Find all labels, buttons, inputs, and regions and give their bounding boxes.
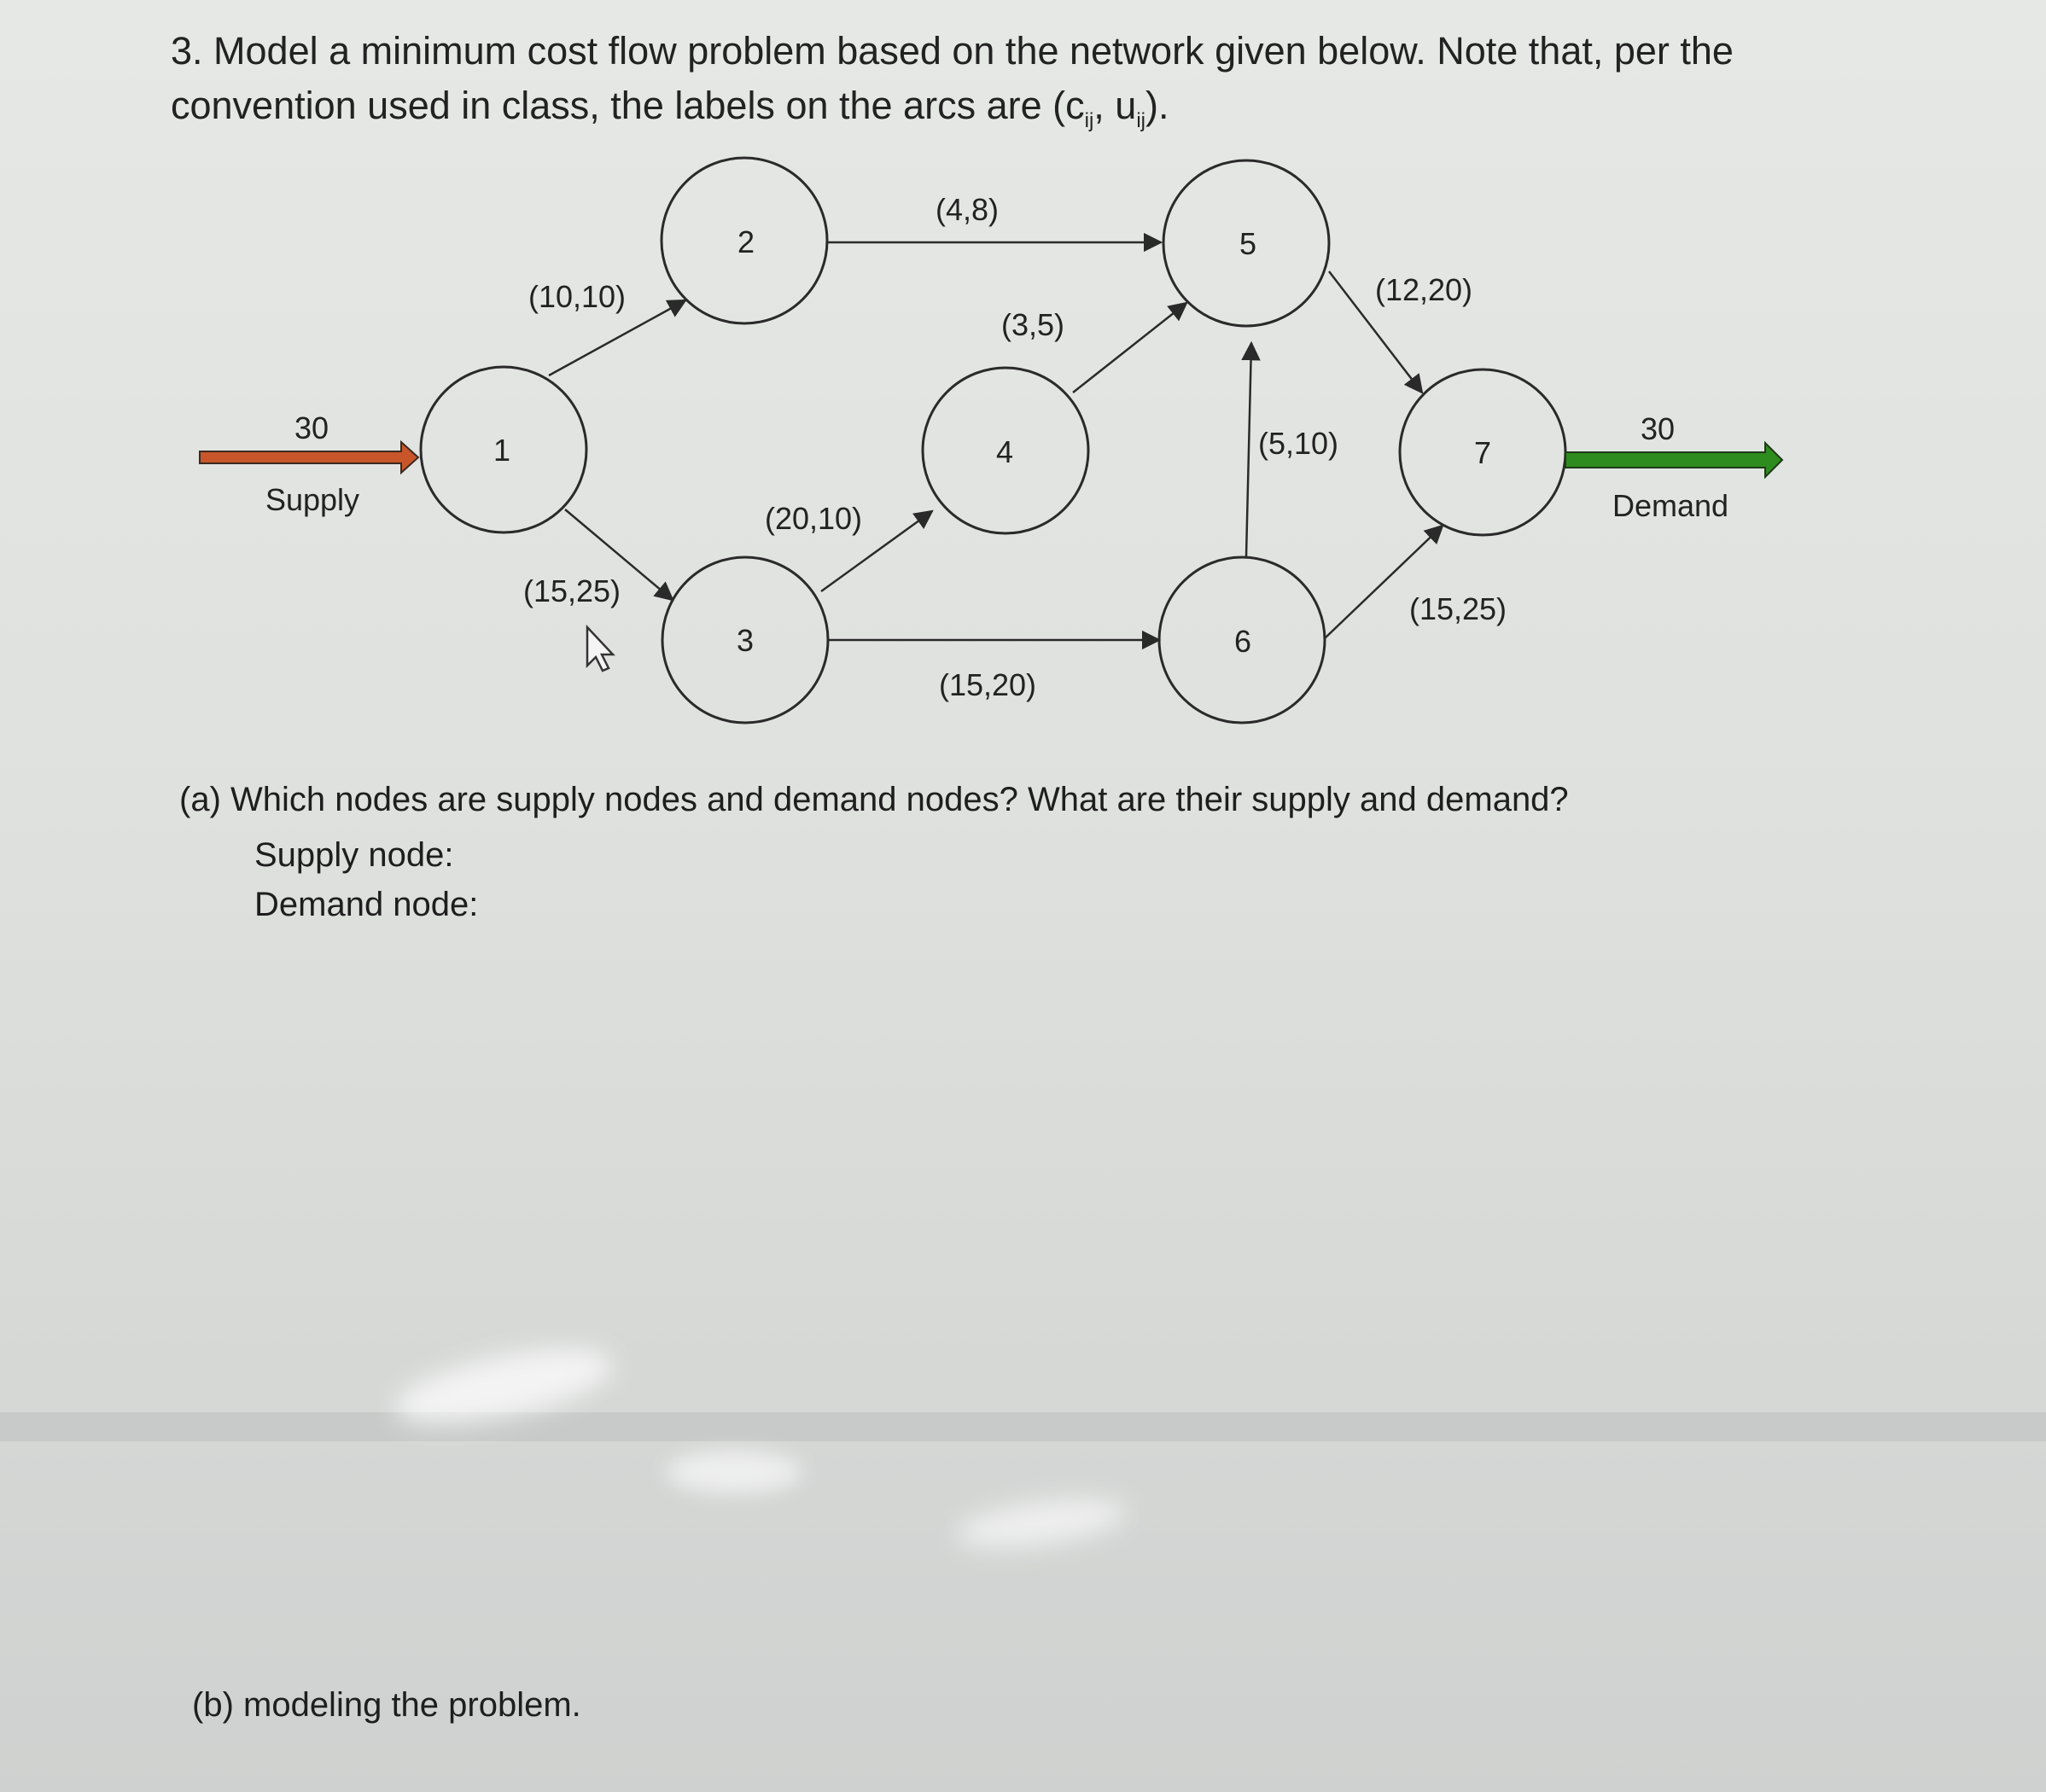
glare-3 <box>953 1490 1128 1556</box>
arc-6-7-label: (15,25) <box>1408 591 1507 626</box>
supply-arrow <box>200 442 418 473</box>
node-2-label: 2 <box>737 224 755 259</box>
arc-6-5-label: (5,10) <box>1257 426 1339 461</box>
node-2 <box>662 158 827 323</box>
arc-1-3-label: (15,25) <box>522 573 621 608</box>
arc-4-5 <box>1073 303 1186 393</box>
arc-6-5 <box>1246 343 1251 556</box>
arc-5-7-label: (12,20) <box>1374 272 1473 307</box>
supply-value: 30 <box>294 410 329 445</box>
network-diagram <box>0 0 2046 853</box>
question-sub-ij-1: ij <box>1084 109 1094 132</box>
node-4 <box>923 368 1088 533</box>
demand-arrow <box>1565 443 1782 477</box>
screen-bezel-reflection <box>0 1412 2046 1441</box>
node-5 <box>1163 160 1329 326</box>
question-prefix: 3. Model a minimum cost flow problem based on the network given below. Note that, per the convention used in class, the labels on the arcs are (c <box>171 29 1734 127</box>
arc-2-5-label: (4,8) <box>935 192 1000 227</box>
arc-4-5-label: (3,5) <box>1000 307 1065 342</box>
arc-1-2-label: (10,10) <box>528 279 627 314</box>
demand-node-answer-label: Demand node: <box>254 886 479 923</box>
node-7 <box>1400 369 1565 535</box>
node-3 <box>662 557 828 723</box>
question-mid: , u <box>1093 84 1137 127</box>
part-a-question: (a) Which nodes are supply nodes and demand nodes? What are their supply and demand? <box>179 781 1569 818</box>
node-3-label: 3 <box>736 623 755 658</box>
arc-3-4-label: (20,10) <box>764 501 863 536</box>
node-5-label: 5 <box>1239 226 1257 261</box>
glare-2 <box>666 1451 802 1493</box>
question-sub-ij-2: ij <box>1136 109 1145 132</box>
node-4-label: 4 <box>995 434 1014 469</box>
demand-label: Demand <box>1612 488 1729 523</box>
node-1-label: 1 <box>493 433 511 468</box>
arc-3-6-label: (15,20) <box>938 667 1037 702</box>
node-7-label: 7 <box>1473 435 1492 470</box>
node-6-label: 6 <box>1233 624 1252 659</box>
node-1 <box>421 367 586 532</box>
supply-label: Supply <box>265 482 360 517</box>
node-6 <box>1159 557 1325 723</box>
mouse-cursor-icon <box>587 627 613 671</box>
demand-value: 30 <box>1640 411 1676 446</box>
question-suffix: ). <box>1145 84 1169 127</box>
part-b-question: (b) modeling the problem. <box>192 1686 581 1724</box>
supply-node-answer-label: Supply node: <box>254 836 454 874</box>
